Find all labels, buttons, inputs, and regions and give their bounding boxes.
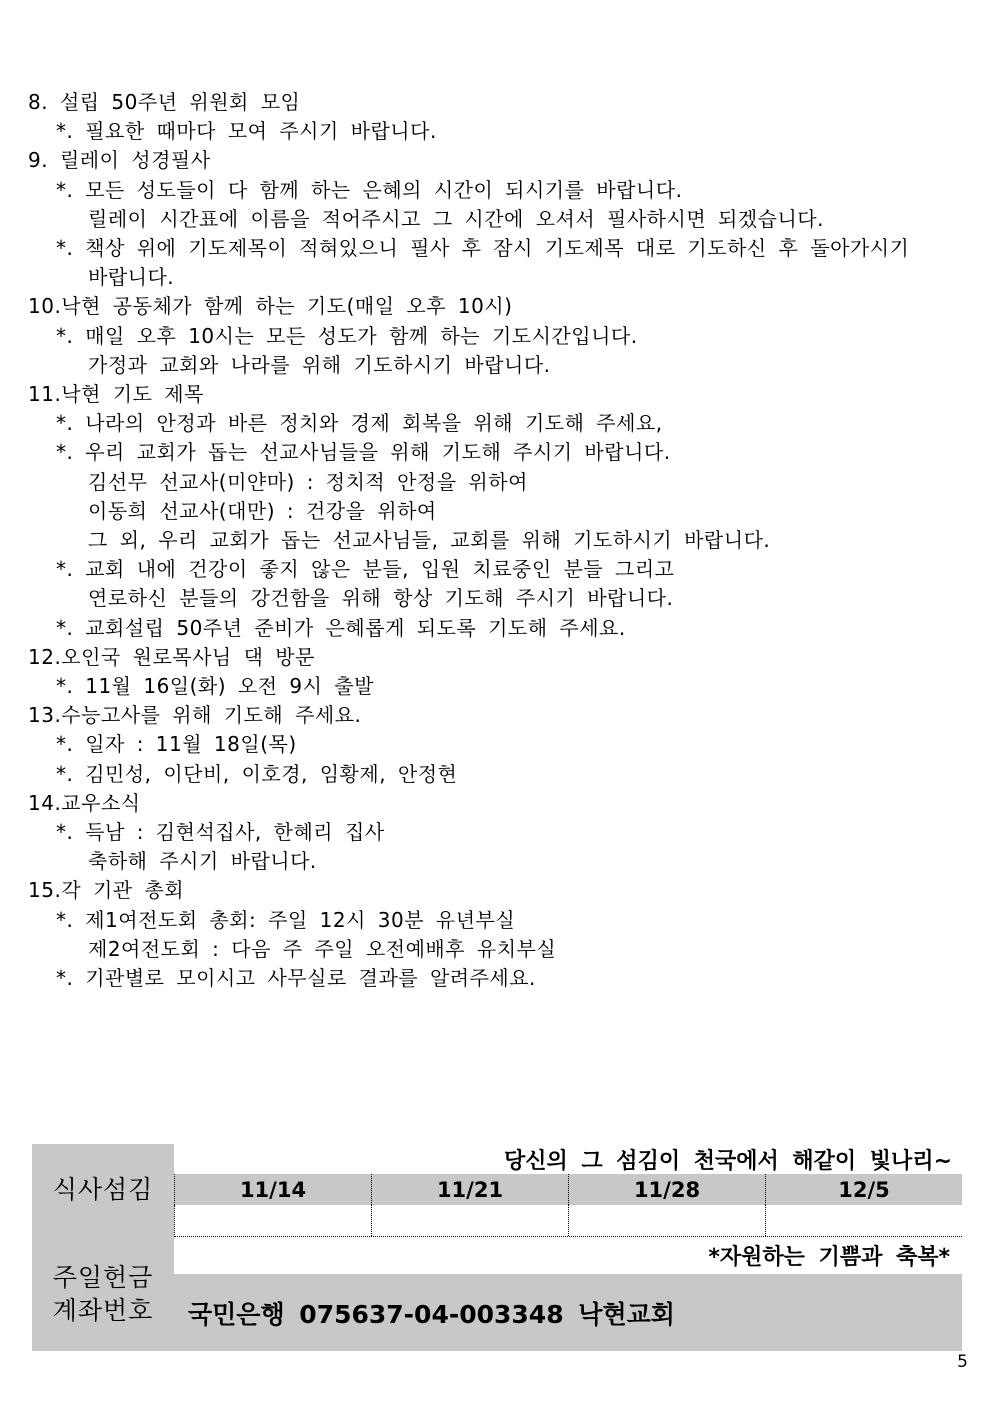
notice-line: *. 제1여전도회 총회: 주일 12시 30분 유년부실 [56, 907, 516, 932]
notice-line: 14.교우소식 [28, 790, 141, 815]
notice-line: 제2여전도회 : 다음 주 주일 오전예배후 유치부실 [88, 936, 557, 961]
notice-line: *. 책상 위에 기도제목이 적혀있으니 필사 후 잠시 기도제목 대로 기도하신 후 돌아가시기 [56, 236, 910, 261]
meal-date-cell: 11/28 [568, 1174, 765, 1205]
notice-line: *. 모든 성도들이 다 함께 하는 은혜의 시간이 되시기를 바랍니다. [56, 177, 683, 202]
meal-signup-cell [568, 1205, 765, 1236]
meal-date-cell: 11/21 [371, 1174, 568, 1205]
notice-line: *. 필요한 때마다 모여 주시기 바랍니다. [56, 119, 437, 144]
notice-line: 9. 릴레이 성경필사 [28, 148, 211, 173]
notice-line: 15.각 기관 총회 [28, 878, 185, 903]
notice-line: *. 매일 오후 10시는 모든 성도가 함께 하는 기도시간입니다. [56, 323, 638, 348]
notice-line: *. 나라의 안정과 바른 정치와 경제 회복을 위해 기도해 주세요, [56, 411, 663, 436]
notice-list [0, 88, 992, 993]
offering-label: 주일헌금 [52, 1263, 154, 1292]
meal-service-label: 식사섬김 [52, 1175, 154, 1204]
meal-dates-row [174, 1174, 962, 1205]
notice-line: *. 교회 내에 건강이 좋지 않은 분들, 입원 치료중인 분들 그리고 [56, 557, 675, 582]
meal-date-cell: 11/14 [239, 1177, 307, 1202]
notice-line: 바랍니다. [88, 265, 175, 290]
page-number: 5 [957, 1352, 968, 1372]
meal-signup-cell [765, 1205, 962, 1236]
notice-line: 축하해 주시기 바랍니다. [88, 849, 317, 874]
notice-line: *. 우리 교회가 돕는 선교사님들을 위해 기도해 주시기 바랍니다. [56, 440, 671, 465]
footer-label-column [32, 1144, 174, 1351]
meal-date-cell: 12/5 [765, 1174, 962, 1205]
footer-content-column [174, 1144, 962, 1351]
notice-line: 10.낙현 공동체가 함께 하는 기도(매일 오후 10시) [28, 294, 513, 319]
bank-account-value: 국민은행 075637-04-003348 낙현교회 [174, 1274, 962, 1351]
notice-line: 13.수능고사를 위해 기도해 주세요. [28, 703, 362, 728]
notice-line: *. 기관별로 모이시고 사무실로 결과를 알려주세요. [56, 966, 536, 991]
notice-line: 11.낙현 기도 제목 [28, 382, 204, 407]
meal-signup-cell [371, 1205, 568, 1236]
notice-line: *. 11월 16일(화) 오전 9시 출발 [56, 674, 374, 699]
notice-line: 12.오인국 원로목사님 댁 방문 [28, 644, 315, 669]
notice-line: *. 일자 : 11월 18일(목) [56, 732, 297, 757]
notice-line: 8. 설립 50주년 위원회 모임 [28, 90, 301, 114]
notice-line: 릴레이 시간표에 이름을 적어주시고 그 시간에 오셔서 필사하시면 되겠습니다. [88, 206, 824, 231]
notice-line: *. 김민성, 이단비, 이호경, 임황제, 안정현 [56, 761, 458, 786]
notice-line: *. 교회설립 50주년 준비가 은혜롭게 되도록 기도해 주세요. [56, 615, 626, 640]
footer-table [32, 1144, 962, 1351]
notice-line: 이동희 선교사(대만) : 건강을 위하여 [88, 498, 437, 523]
meal-signup-cell [175, 1205, 371, 1236]
service-tagline: 당신의 그 섬김이 천국에서 해같이 빛나리~ [503, 1148, 952, 1174]
notice-line: 그 외, 우리 교회가 돕는 선교사님들, 교회를 위해 기도하시기 바랍니다. [88, 528, 771, 553]
notice-line: 김선무 선교사(미얀마) : 정치적 안정을 위하여 [88, 469, 528, 494]
account-number-label: 계좌번호 [52, 1296, 154, 1325]
meal-signup-row [174, 1205, 962, 1237]
notice-line: 연로하신 분들의 강건함을 위해 항상 기도해 주시기 바랍니다. [88, 586, 674, 611]
offering-blessing: *자원하는 기쁨과 축복* [708, 1245, 950, 1270]
notice-line: *. 득남 : 김현석집사, 한혜리 집사 [56, 820, 385, 845]
notice-line: 가정과 교회와 나라를 위해 기도하시기 바랍니다. [88, 352, 551, 377]
